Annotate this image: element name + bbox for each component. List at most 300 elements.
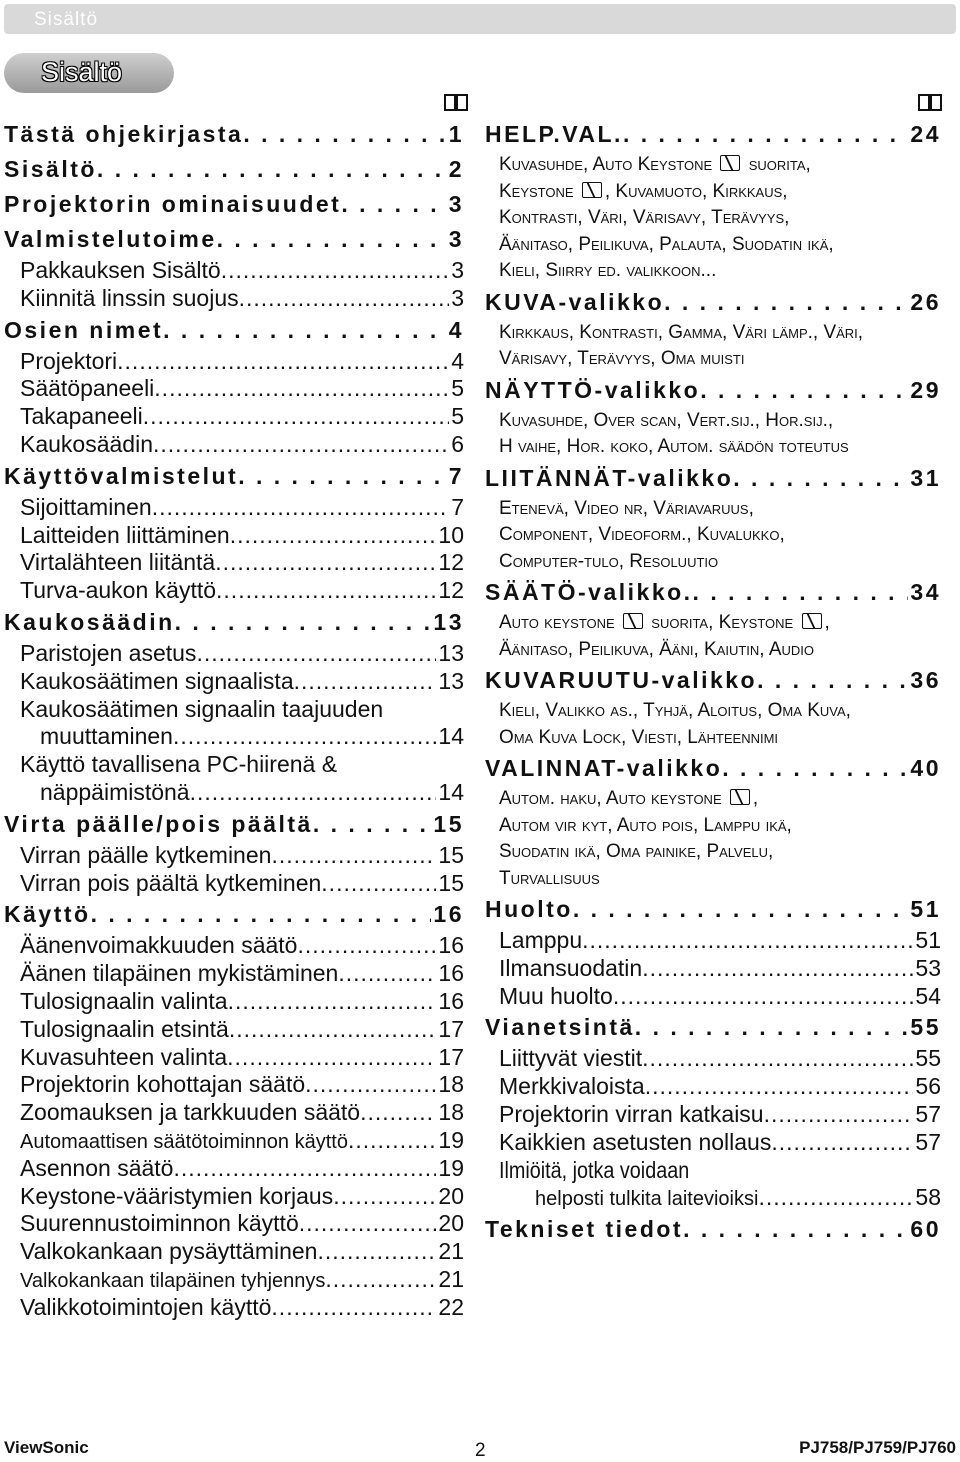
description-text: Värisavy, Terävyys, Oma muisti — [499, 348, 745, 369]
page-number: 36 — [910, 667, 941, 693]
toc-entry[interactable] — [4, 257, 464, 285]
page-number: 29 — [910, 376, 941, 403]
toc-section-heading[interactable] — [485, 285, 941, 320]
toc-entry[interactable] — [4, 988, 464, 1016]
dot-leader — [317, 1238, 436, 1266]
toc-entry-title: Paristojen asetus — [20, 639, 197, 666]
description-text: Autom. haku, Auto keystone — [499, 788, 727, 809]
menu-description — [485, 610, 941, 663]
page-number: 26 — [910, 288, 941, 315]
dot-leader — [97, 152, 447, 187]
toc-section-heading[interactable] — [485, 461, 941, 496]
page-number: 24 — [910, 121, 941, 147]
heading-title: SÄÄTÖ-valikko. — [485, 579, 693, 605]
dot-leader — [173, 1155, 436, 1183]
description-line — [499, 152, 941, 179]
heading-title: Projektorin ominaisuudet — [4, 191, 342, 217]
toc-section-heading[interactable] — [485, 575, 941, 610]
toc-entry-title: Kaukosäätimen signaalista — [20, 667, 294, 694]
toc-entry-title: Ilmiöitä, jotka voidaan — [499, 1156, 690, 1183]
dot-leader — [645, 1073, 914, 1101]
header-bar — [4, 4, 956, 34]
dot-leader — [152, 494, 450, 522]
dot-leader — [196, 640, 436, 668]
dot-leader — [758, 1184, 913, 1212]
dot-leader — [313, 807, 432, 842]
description-text: Kuvasuhde, Over scan, Vert.sij., Hor.sij., — [499, 409, 834, 431]
description-line — [499, 346, 941, 373]
toc-right-column — [485, 117, 941, 1247]
dot-leader — [239, 285, 450, 313]
heading-title: Sisältö — [4, 156, 97, 182]
description-line — [499, 434, 941, 461]
heading-title: Virta päälle/pois päältä — [4, 810, 313, 837]
dot-leader — [360, 1099, 436, 1127]
toc-entry-title: Kiinnitä linssin suojus — [20, 284, 239, 311]
page-number: 21 — [438, 1265, 464, 1292]
description-text: Äänitaso, Peilikuva, Palauta, Suodatin ikä, — [499, 233, 834, 255]
description-text: , Kuvamuoto, Kirkkaus, — [604, 180, 788, 202]
description-text: Kirkkaus, Kontrasti, Gamma, Väri lämp., Väri, — [499, 321, 864, 343]
toc-entry[interactable] — [485, 1101, 941, 1129]
keystone-icon — [730, 789, 750, 805]
dot-leader — [230, 522, 437, 550]
page-number: 6 — [451, 430, 464, 457]
description-text: Keystone — [499, 180, 579, 202]
page-number: 13 — [438, 639, 464, 666]
toc-section-heading[interactable] — [485, 751, 941, 786]
toc-entry-title: Kaukosäätimen signaalin taajuuden — [20, 695, 384, 722]
page-number: 12 — [438, 577, 464, 604]
description-line — [499, 610, 941, 637]
toc-entry[interactable] — [485, 1184, 941, 1212]
toc-section-heading[interactable] — [4, 605, 464, 640]
toc-entry[interactable] — [4, 870, 464, 898]
dot-leader — [243, 117, 446, 152]
toc-entry[interactable] — [4, 1127, 464, 1155]
page-number: 54 — [915, 982, 941, 1009]
dot-leader — [771, 1129, 913, 1157]
dot-leader — [338, 960, 436, 988]
page-number: 40 — [910, 755, 941, 781]
page-number: 5 — [451, 375, 464, 402]
page-number: 14 — [438, 723, 464, 750]
toc-entry[interactable] — [4, 348, 464, 376]
toc-section-heading[interactable] — [485, 1212, 941, 1247]
dot-leader — [582, 927, 913, 955]
keystone-icon — [582, 182, 602, 198]
heading-title: Käyttö — [4, 901, 91, 928]
description-text: Component, Videoform., Kuvalukko, — [499, 524, 785, 545]
toc-entry[interactable] — [4, 285, 464, 313]
page-number: 14 — [438, 778, 464, 805]
toc-entry-title: Kaukosäädin — [20, 430, 153, 457]
dot-leader — [271, 842, 436, 870]
description-line — [499, 320, 941, 347]
toc-entry[interactable] — [4, 375, 464, 403]
toc-entry[interactable] — [4, 1016, 464, 1044]
page-number: 7 — [451, 493, 464, 520]
page-number: 18 — [438, 1099, 464, 1126]
toc-entry-title: helposti tulkita laitevioiksi — [535, 1188, 759, 1211]
toc-section-heading[interactable] — [485, 892, 941, 927]
page-number: 31 — [910, 464, 941, 491]
toc-entry[interactable] — [4, 1183, 464, 1211]
dot-leader — [153, 431, 449, 459]
dot-leader — [325, 1266, 436, 1294]
page-number: 15 — [438, 841, 464, 868]
toc-section-heading[interactable] — [4, 117, 464, 152]
description-text: Etenevä, Video nr, Väriavaruus, — [499, 497, 754, 519]
dot-leader — [163, 313, 447, 348]
toc-entry-title: Äänenvoimakkuuden säätö — [20, 932, 298, 959]
heading-title: Tästä ohjekirjasta — [4, 121, 244, 147]
page-number: 10 — [438, 521, 464, 548]
page-number: 55 — [915, 1045, 941, 1072]
toc-entry[interactable] — [4, 1210, 464, 1238]
page-number: 1 — [448, 121, 464, 147]
dot-leader — [693, 575, 909, 610]
toc-entry[interactable] — [4, 1071, 464, 1099]
page-number: 17 — [438, 1043, 464, 1070]
dot-leader — [348, 1127, 436, 1155]
toc-section-heading[interactable] — [485, 663, 941, 698]
dot-leader — [228, 988, 437, 1016]
description-text: Kieli, Siirry ed. valikkoon... — [499, 260, 717, 281]
toc-entry-title: Käyttö tavallisena PC-hiirenä & — [20, 751, 338, 778]
dot-leader — [216, 577, 436, 605]
toc-entry-title: Zoomauksen ja tarkkuuden säätö — [20, 1099, 361, 1126]
page-number: 3 — [451, 284, 464, 311]
description-text: suorita, Keystone — [646, 612, 799, 633]
toc-entry[interactable] — [485, 955, 941, 983]
dot-leader — [683, 1212, 908, 1247]
description-text: Kontrasti, Väri, Värisavy, Terävyys, — [499, 207, 790, 228]
toc-entry-title: Suurennustoiminnon käyttö — [20, 1210, 299, 1237]
toc-entry-title: Säätöpaneeli — [20, 375, 155, 402]
menu-description — [485, 496, 941, 576]
description-line — [499, 496, 941, 523]
header-bar-title: Sisältö — [34, 9, 99, 30]
dot-leader — [190, 779, 437, 807]
footer-page-number: 2 — [475, 1440, 486, 1461]
book-icon — [444, 92, 468, 112]
page-number: 5 — [451, 403, 464, 430]
dot-leader — [143, 403, 449, 431]
toc-entry-title: Turva-aukon käyttö — [20, 577, 217, 604]
toc-entry[interactable] — [4, 431, 464, 459]
page-number: 16 — [438, 987, 464, 1014]
toc-entry-title: Valkokankaan pysäyttäminen — [20, 1238, 318, 1265]
description-line — [499, 786, 941, 813]
toc-section-heading[interactable] — [4, 313, 464, 348]
toc-entry-title: Virran pois päältä kytkeminen — [20, 869, 322, 896]
menu-description — [485, 698, 941, 751]
toc-entry-wrap — [485, 1157, 941, 1185]
dot-leader — [733, 461, 908, 496]
dot-leader — [91, 897, 432, 932]
description-text: Auto keystone — [499, 612, 620, 633]
page-number: 15 — [438, 869, 464, 896]
toc-entry[interactable] — [4, 1238, 464, 1266]
toc-entry[interactable] — [485, 1045, 941, 1073]
page-number: 16 — [438, 932, 464, 959]
toc-entry-title: Äänen tilapäinen mykistäminen — [20, 960, 339, 987]
dot-leader — [764, 1101, 914, 1129]
heading-title: Osien nimet — [4, 316, 164, 343]
description-line — [499, 637, 941, 664]
toc-entry-title: muuttaminen — [40, 723, 173, 750]
page-number: 3 — [448, 191, 464, 217]
toc-section-heading[interactable] — [485, 1010, 941, 1045]
dot-leader — [623, 117, 908, 152]
keystone-icon — [720, 155, 740, 171]
toc-entry-title: Virran päälle kytkeminen — [20, 841, 272, 868]
description-text: Äänitaso, Peilikuva, Ääni, Kaiutin, Audio — [499, 638, 814, 660]
toc-entry-title: Merkkivaloista — [499, 1073, 645, 1100]
heading-title: Vianetsintä — [485, 1014, 635, 1041]
heading-title: KUVARUUTU-valikko — [485, 667, 758, 693]
description-line — [499, 522, 941, 549]
toc-entry[interactable] — [4, 668, 464, 696]
page-number: 20 — [438, 1210, 464, 1237]
dot-leader — [117, 348, 449, 376]
menu-description — [485, 786, 941, 892]
section-title-badge — [4, 53, 174, 93]
toc-entry-title: Projektorin virran katkaisu — [499, 1100, 764, 1127]
toc-entry[interactable] — [485, 983, 941, 1011]
page-number: 58 — [915, 1184, 941, 1211]
page-number: 4 — [448, 316, 464, 343]
toc-entry[interactable] — [4, 1266, 464, 1294]
toc-left-column — [4, 117, 464, 1322]
description-text: Turvallisuus — [499, 867, 600, 889]
page-number: 7 — [448, 462, 464, 489]
toc-entry-title: Kuvasuhteen valinta — [20, 1043, 228, 1070]
dot-leader — [642, 955, 913, 983]
dot-leader — [173, 723, 436, 751]
page-number: 57 — [915, 1100, 941, 1127]
dot-leader — [215, 549, 436, 577]
toc-entry-title: Pakkauksen Sisältö — [20, 257, 221, 283]
dot-leader — [757, 663, 908, 698]
dot-leader — [573, 892, 909, 927]
toc-entry-title: Laitteiden liittäminen — [20, 521, 230, 548]
toc-entry[interactable] — [4, 577, 464, 605]
footer-model: PJ758/PJ759/PJ760 — [799, 1438, 956, 1457]
toc-section-heading[interactable] — [4, 897, 464, 932]
heading-title: Kaukosäädin — [4, 608, 175, 635]
description-text: , — [824, 612, 830, 633]
page-number: 22 — [438, 1293, 464, 1320]
toc-entry-title: Kaikkien asetusten nollaus — [499, 1128, 772, 1155]
toc-entry-title: Projektori — [20, 347, 118, 374]
toc-entry-title: Valkokankaan tilapäinen tyhjennys — [20, 1269, 326, 1292]
description-line — [499, 408, 941, 435]
toc-entry[interactable] — [4, 932, 464, 960]
toc-entry[interactable] — [4, 842, 464, 870]
toc-entry[interactable] — [4, 1155, 464, 1183]
page-number: 19 — [438, 1126, 464, 1153]
toc-entry-title: Valikkotoimintojen käyttö — [20, 1293, 272, 1320]
page-number: 17 — [438, 1015, 464, 1042]
toc-entry-title: Liittyvät viestit — [499, 1045, 643, 1072]
dot-leader — [642, 1045, 913, 1073]
description-text: Kuvasuhde, Auto Keystone — [499, 154, 718, 175]
toc-section-heading[interactable] — [4, 187, 464, 222]
page-number: 56 — [915, 1073, 941, 1100]
dot-leader — [271, 1294, 436, 1322]
heading-title: KUVA-valikko — [485, 288, 665, 315]
page-number: 16 — [433, 901, 464, 928]
page-number: 12 — [438, 549, 464, 576]
dot-leader — [217, 222, 447, 257]
toc-entry-title: Takapaneeli — [20, 403, 143, 430]
toc-entry-title: Virtalähteen liitäntä — [20, 549, 216, 576]
toc-section-heading[interactable] — [4, 222, 464, 257]
dot-leader — [613, 983, 914, 1011]
page-number: 18 — [438, 1071, 464, 1098]
dot-leader — [221, 257, 449, 285]
description-text: H vaihe, Hor. koko, Autom. säädön toteutus — [499, 436, 849, 457]
description-line — [499, 725, 941, 752]
footer-brand: ViewSonic — [4, 1438, 89, 1457]
toc-entry-title: Tulosignaalin valinta — [20, 987, 228, 1014]
toc-entry-wrap — [4, 696, 464, 724]
toc-entry-title: Tulosignaalin etsintä — [20, 1015, 229, 1042]
dot-leader — [305, 1071, 436, 1099]
toc-entry-title: Automaattisen säätötoiminnon käyttö — [20, 1130, 348, 1153]
dot-leader — [175, 605, 432, 640]
toc-entry[interactable] — [4, 960, 464, 988]
page-number: 53 — [915, 954, 941, 981]
dot-leader — [299, 1210, 437, 1238]
heading-title: Valmistelutoime — [4, 226, 217, 252]
dot-leader — [341, 187, 446, 222]
page-number: 34 — [910, 579, 941, 605]
description-line — [499, 549, 941, 576]
toc-entry-title: näppäimistönä — [40, 778, 190, 805]
toc-section-heading[interactable] — [485, 117, 941, 152]
dot-leader — [227, 1044, 436, 1072]
heading-title: HELP.VAL. — [485, 121, 623, 147]
section-title: Sisältö — [41, 57, 123, 87]
toc-entry-title: Lamppu — [499, 927, 583, 953]
description-line — [499, 866, 941, 893]
toc-entry[interactable] — [4, 522, 464, 550]
description-text: Oma Kuva Lock, Viesti, Lähteennimi — [499, 726, 779, 748]
menu-description — [485, 320, 941, 373]
heading-title: Huolto — [485, 896, 573, 922]
description-text: , — [752, 788, 759, 809]
toc-section-heading[interactable] — [4, 807, 464, 842]
menu-description — [485, 408, 941, 461]
description-line — [499, 839, 941, 866]
heading-title: NÄYTTÖ-valikko — [485, 376, 701, 403]
page-number: 13 — [433, 608, 464, 635]
description-line — [499, 232, 941, 259]
page-number: 55 — [910, 1014, 941, 1041]
toc-entry[interactable] — [4, 723, 464, 751]
dot-leader — [635, 1010, 909, 1045]
page-number: 19 — [438, 1154, 464, 1181]
page-number: 2 — [448, 156, 464, 182]
keystone-icon — [623, 613, 643, 629]
page-number: 3 — [451, 257, 464, 283]
page-number: 20 — [438, 1182, 464, 1209]
toc-entry-title: Sijoittaminen — [20, 493, 152, 520]
description-text: Computer-tulo, Resoluutio — [499, 550, 719, 572]
page-number: 16 — [438, 960, 464, 987]
page-number: 60 — [910, 1216, 941, 1243]
page-number: 15 — [433, 810, 464, 837]
description-text: Autom vir kyt, Auto pois, Lamppu ikä, — [499, 814, 792, 836]
toc-entry-wrap — [4, 751, 464, 779]
toc-section-heading[interactable] — [4, 152, 464, 187]
page-number: 57 — [915, 1128, 941, 1155]
description-text: Suodatin ikä, Oma painike, Palvelu, — [499, 841, 774, 862]
toc-entry[interactable] — [4, 1044, 464, 1072]
description-line — [499, 698, 941, 725]
description-line — [499, 813, 941, 840]
toc-entry[interactable] — [4, 494, 464, 522]
toc-entry[interactable] — [485, 1129, 941, 1157]
toc-entry[interactable] — [4, 1099, 464, 1127]
page-number: 4 — [451, 347, 464, 374]
page-number: 21 — [438, 1238, 464, 1265]
dot-leader — [722, 751, 908, 786]
toc-entry[interactable] — [4, 549, 464, 577]
toc-entry[interactable] — [4, 403, 464, 431]
dot-leader — [664, 285, 908, 320]
menu-description — [485, 152, 941, 285]
toc-entry[interactable] — [485, 927, 941, 955]
toc-entry[interactable] — [485, 1073, 941, 1101]
heading-title: Tekniset tiedot — [485, 1216, 684, 1243]
dot-leader — [229, 1016, 437, 1044]
page-number: 51 — [910, 896, 941, 922]
heading-title: Käyttövalmistelut — [4, 462, 239, 489]
toc-entry-title: Keystone-vääristymien korjaus — [20, 1182, 334, 1209]
toc-entry[interactable] — [4, 779, 464, 807]
toc-entry-title: Muu huolto — [499, 982, 613, 1009]
dot-leader — [333, 1183, 436, 1211]
toc-section-heading[interactable] — [485, 373, 941, 408]
heading-title: VALINNAT-valikko — [485, 755, 723, 781]
toc-section-heading[interactable] — [4, 459, 464, 494]
toc-entry-title: Asennon säätö — [20, 1154, 174, 1181]
toc-entry[interactable] — [4, 640, 464, 668]
book-icon — [918, 92, 942, 112]
description-line — [499, 179, 941, 206]
page-number: 51 — [915, 927, 941, 953]
page-number: 3 — [448, 226, 464, 252]
dot-leader — [700, 373, 908, 408]
keystone-icon — [802, 613, 822, 629]
description-text: Kieli, Valikko as., Tyhjä, Aloitus, Oma Kuva, — [499, 700, 851, 721]
dot-leader — [321, 870, 436, 898]
description-text: suorita, — [743, 154, 811, 175]
page-number: 13 — [438, 667, 464, 694]
dot-leader — [297, 932, 436, 960]
dot-leader — [154, 375, 449, 403]
heading-title: LIITÄNNÄT-valikko — [485, 464, 734, 491]
description-line — [499, 205, 941, 232]
toc-entry-title: Projektorin kohottajan säätö — [20, 1071, 306, 1098]
dot-leader — [294, 668, 437, 696]
toc-entry[interactable] — [4, 1294, 464, 1322]
dot-leader — [238, 459, 446, 494]
